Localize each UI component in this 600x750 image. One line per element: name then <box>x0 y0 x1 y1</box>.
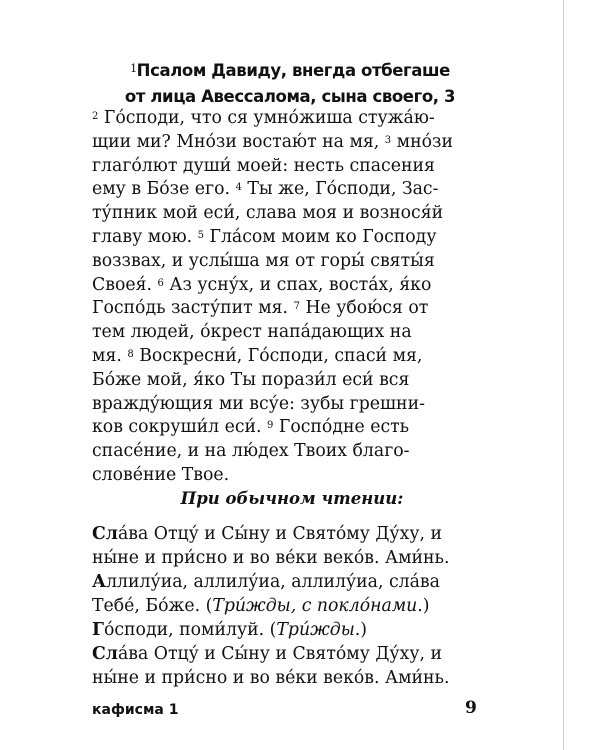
psalm-body <box>92 107 492 488</box>
psalm-line <box>92 321 492 345</box>
prayer-text: а́ва Отцу́ и Сы́ну и Свято́му Ду́ху, и <box>117 644 443 664</box>
psalm-line <box>92 131 492 155</box>
psalm-line <box>92 202 492 226</box>
psalm-line <box>92 155 492 179</box>
title-text-1: Псалом Давиду, внегда отбегаше <box>136 61 450 80</box>
psalm-line-text: тем людей, о́крест напа́дающих на <box>92 322 412 343</box>
psalm-line-text: Бо́же мой, я́ко Ты порази́л еси́ вся <box>92 369 410 390</box>
initial-letters: Г <box>92 620 104 640</box>
psalm-line-text: ков сокруши́л еси́. <box>92 417 262 438</box>
verse-number: 8 <box>127 348 134 360</box>
verse-number: 3 <box>384 134 392 146</box>
psalm-line-text: Своея́. <box>92 274 152 295</box>
psalm-line-tail: Не убою́ся от <box>305 298 429 319</box>
prayer-line <box>92 522 497 546</box>
verse-number: 2 <box>92 111 99 122</box>
psalm-line <box>92 226 492 250</box>
prayer-text: о́споди, поми́луй. ( <box>103 620 277 640</box>
prayer-text: ) <box>422 596 430 616</box>
prayer-text: Тебе́, Бо́же. ( <box>92 596 213 616</box>
psalm-line <box>92 416 492 440</box>
psalm-line <box>92 393 492 417</box>
psalm-line <box>92 440 492 464</box>
psalm-line-tail: Ты же, Го́споди, Зас- <box>247 179 439 200</box>
psalm-line-text: мя. <box>92 345 122 366</box>
psalm-line <box>92 178 492 202</box>
psalm-line <box>92 250 492 274</box>
prayer-line <box>92 570 497 594</box>
psalm-title-line1 <box>90 58 490 84</box>
prayer-text: а́ва Отцу́ и Сы́ну и Свято́му Ду́ху, и <box>117 524 443 544</box>
psalm-line-text: главу мою. <box>92 226 193 247</box>
psalm-line-text: Го́споди, что ся умно́жиша стужа́ю- <box>103 108 435 128</box>
page-edge <box>563 0 564 750</box>
initial-letters: Сл <box>92 644 118 664</box>
psalm-line-text: щии ми? Мно́зи востаю́т на мя, <box>92 131 380 152</box>
psalm-line <box>92 369 492 393</box>
initial-letters: Сл <box>92 524 118 544</box>
initial-letters: А <box>92 572 107 592</box>
psalm-line-text: ту́пник мой еси́, слава моя и вознося́й <box>92 203 444 224</box>
psalm-line-text: слове́ние Твое. <box>92 464 230 485</box>
psalm-line-tail: Госпо́дне есть <box>278 417 410 438</box>
prayer-line <box>92 618 497 642</box>
psalm-title-line2: от лица Авессалома, сына своего, 3 <box>124 87 456 106</box>
psalm-line <box>92 274 492 298</box>
psalm-line-tail: Воскресни́, Го́споди, спаси́ мя, <box>139 345 423 366</box>
prayer-block <box>92 522 497 690</box>
psalm-line-tail: Аз усну́х, и спах, воста́х, я́ко <box>169 274 432 295</box>
prayer-text: ны́не и при́сно и во ве́ки веко́в. Ами́нь. <box>92 668 450 688</box>
prayer-line <box>92 666 497 690</box>
verse-number: 4 <box>235 182 242 194</box>
verse-number: 9 <box>267 420 274 432</box>
page-number: 9 <box>465 698 477 718</box>
psalm-line-text: ему в Бо́зе его. <box>92 179 230 200</box>
verse-number: 5 <box>197 229 204 241</box>
psalm-line <box>92 464 492 488</box>
title-verse-number: 1 <box>130 62 137 75</box>
reading-heading: При обычном чтении: <box>180 489 404 508</box>
prayer-text: ) <box>360 620 368 640</box>
prayer-line <box>92 594 497 618</box>
prayer-text: ны́не и при́сно и во ве́ки веко́в. Ами́нь. <box>92 548 450 568</box>
psalm-line-tail: мно́зи <box>396 131 453 152</box>
rubric-text: Три́жды. <box>276 620 361 640</box>
psalm-line-text: Госпо́дь засту́пит мя. <box>92 298 289 319</box>
prayer-text: ллилу́иа, аллилу́иа, аллилу́иа, сла́ва <box>106 572 440 592</box>
psalm-line <box>92 345 492 369</box>
psalm-line-text: вражду́ющия ми всу́е: зубы грешни- <box>92 393 425 414</box>
psalm-line <box>92 297 492 321</box>
prayer-line <box>92 546 497 570</box>
verse-number: 6 <box>157 277 164 289</box>
section-label: кафисма 1 <box>92 702 179 718</box>
psalm-line-text: спасе́ние, и на лю́дех Твоих благо- <box>92 441 410 462</box>
psalm-line-text: воззвах, и услы́ша мя от горы́ святы́я <box>92 250 435 271</box>
psalm-line-text: глаго́лют души́ моей: несть спасения <box>92 155 435 176</box>
psalm-line-tail: Гла́сом моим ко Господу <box>209 226 437 247</box>
verse-number: 7 <box>293 301 300 313</box>
rubric-text: Три́жды, с покло́нами. <box>212 596 423 616</box>
prayer-line <box>92 642 497 666</box>
psalm-line <box>92 107 492 131</box>
